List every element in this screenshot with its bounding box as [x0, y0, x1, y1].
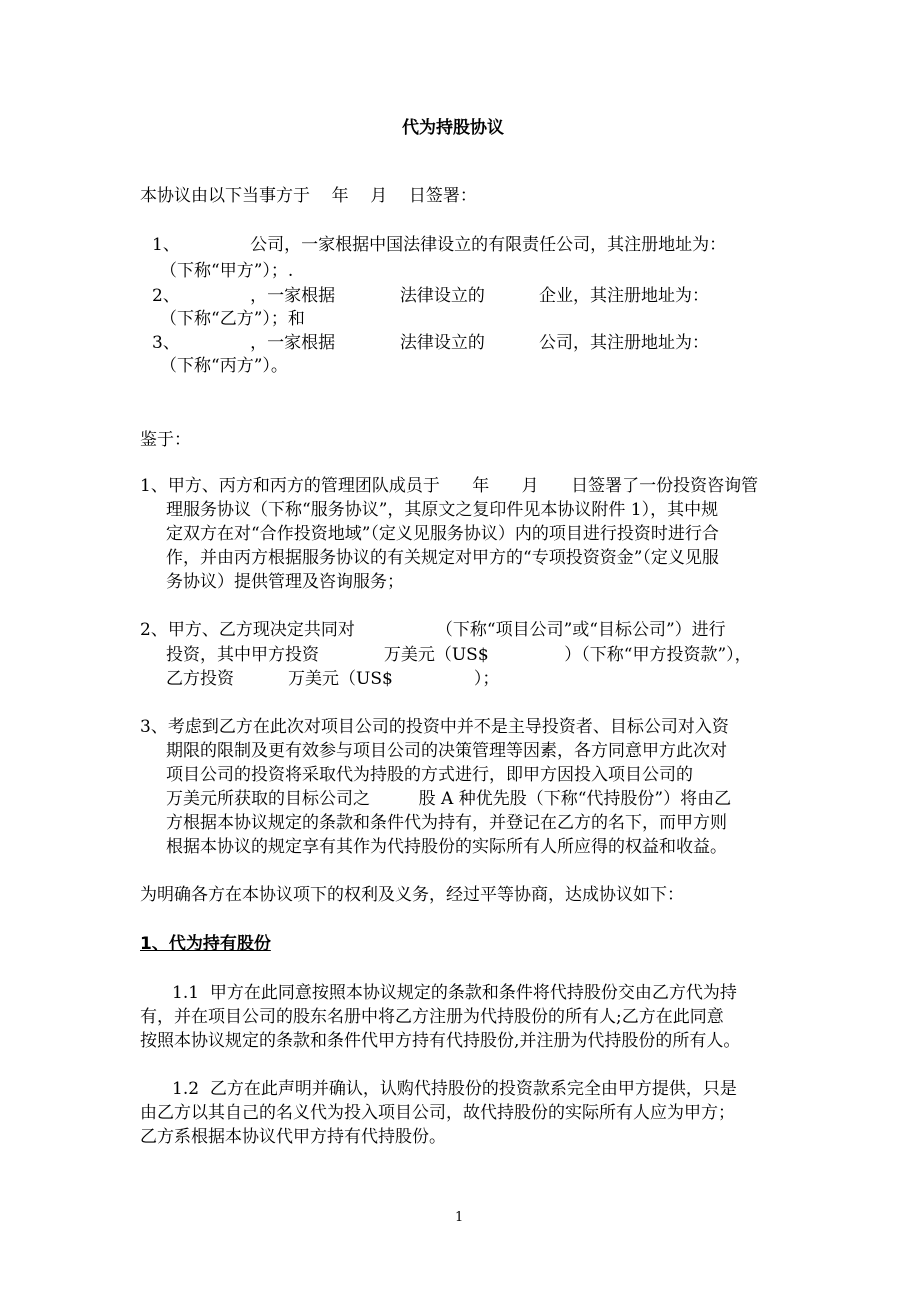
recital-3-line: 根据本协议的规定享有其作为代持股份的实际所有人所应得的权益和收益。	[166, 837, 727, 857]
party-2-line-2: （下称“乙方”）；和	[160, 309, 305, 329]
page-number: 1	[455, 1210, 464, 1225]
party-3-line-1: 3、 ，一家根据 法律设立的 公司，其注册地址为：	[152, 333, 709, 353]
recital-3-line: 3、考虑到乙方在此次对项目公司的投资中并不是主导投资者、目标公司对入资	[140, 717, 729, 737]
recital-1-line: 务协议）提供管理及咨询服务；	[166, 572, 404, 592]
recital-2-line: 2、甲方、乙方现决定共同对 （下称“项目公司”或“目标公司”）进行	[140, 620, 726, 640]
recital-1-line: 1、甲方、丙方和丙方的管理团队成员于 年 月 日签署了一份投资咨询管	[140, 476, 759, 496]
signing-line: 本协议由以下当事方于 年 月 日签署：	[140, 186, 477, 206]
clause-1-2-line: 由乙方以其自己的名义代为投入项目公司，故代持股份的实际所有人应为甲方；	[140, 1103, 735, 1123]
recital-3-line: 期限的限制及更有效参与项目公司的决策管理等因素，各方同意甲方此次对	[166, 741, 727, 761]
recital-1-line: 作，并由丙方根据服务协议的有关规定对甲方的“专项投资资金”（定义见服	[166, 548, 719, 568]
party-1-line-1: 1、 公司，一家根据中国法律设立的有限责任公司，其注册地址为：	[152, 235, 727, 255]
clause-1-1-line: 有，并在项目公司的股东名册中将乙方注册为代持股份的所有人;乙方在此同意	[140, 1007, 724, 1027]
clause-1-2-line: 乙方系根据本协议代甲方持有代持股份。	[140, 1127, 446, 1147]
recital-2-line: 投资，其中甲方投资 万美元（US$ ）（下称“甲方投资款”），	[166, 645, 752, 665]
party-1-line-2: （下称“甲方”）；.	[160, 261, 294, 281]
recital-1-line: 理服务协议（下称“服务协议”，其原文之复印件见本协议附件 1），其中规	[166, 500, 719, 520]
section-1-heading: 1、代为持有股份	[140, 934, 271, 954]
party-3-line-2: （下称“丙方”）。	[160, 356, 288, 376]
party-2-line-1: 2、 ，一家根据 法律设立的 企业，其注册地址为：	[152, 286, 709, 306]
clause-1-1-line: 1.1 甲方在此同意按照本协议规定的条款和条件将代持股份交由乙方代为持	[172, 983, 737, 1003]
recital-3-line: 项目公司的投资将采取代为持股的方式进行，即甲方因投入项目公司的	[166, 765, 693, 785]
recital-3-line: 方根据本协议规定的条款和条件代为持有，并登记在乙方的名下，而甲方则	[166, 813, 727, 833]
clause-1-1-line: 按照本协议规定的条款和条件代甲方持有代持股份,并注册为代持股份的所有人。	[140, 1031, 741, 1051]
document-title: 代为持股协议	[402, 118, 504, 138]
recital-2-line: 乙方投资 万美元（US$ ）；	[166, 669, 500, 689]
agreement-intro: 为明确各方在本协议项下的权利及义务，经过平等协商，达成协议如下：	[140, 885, 684, 905]
whereas-label: 鉴于：	[140, 430, 191, 450]
clause-1-2-line: 1.2 乙方在此声明并确认，认购代持股份的投资款系完全由甲方提供，只是	[172, 1079, 737, 1099]
recital-1-line: 定双方在对“合作投资地域”（定义见服务协议）内的项目进行投资时进行合	[166, 524, 719, 544]
recital-3-line: 万美元所获取的目标公司之 股 A 种优先股（下称“代持股份”）将由乙	[166, 789, 732, 809]
